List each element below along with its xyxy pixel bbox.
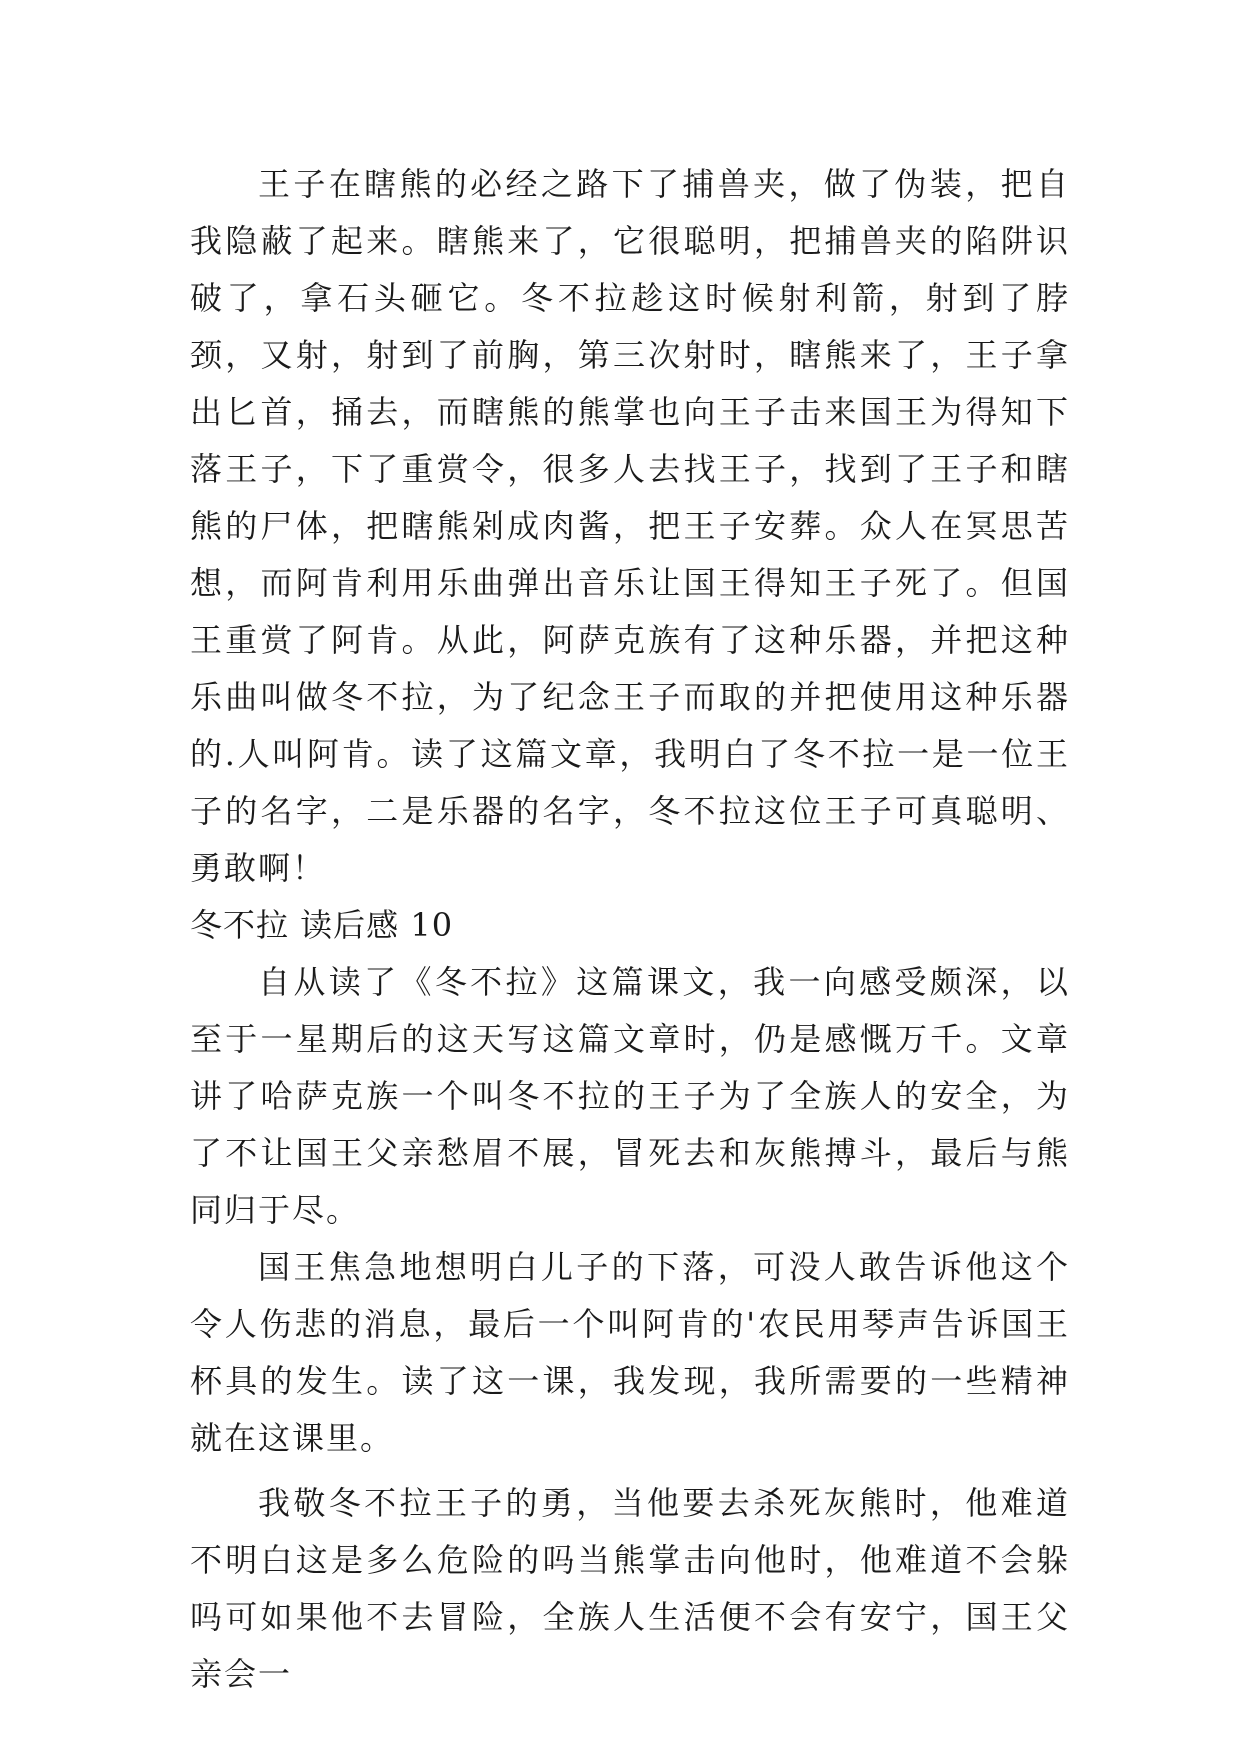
paragraph-story-ending: 王子在瞎熊的必经之路下了捕兽夹，做了伪装，把自我隐蔽了起来。瞎熊来了，它很聪明，把捕兽夹的陷阱识破了，拿石头砸它。冬不拉趁这时候射利箭，射到了脖颈，又射，射到了前胸，第三次射时，瞎熊来了，王子拿出匕首，捅去，而瞎熊的熊掌也向王子击来国王为得知下落王子，下了重赏令，很多人去找王子，找到了王子和瞎熊的尸体，把瞎熊剁成肉酱，把王子安葬。众人在冥思苦想，而阿肯利用乐曲弹出音乐让国王得知王子死了。但国王重赏了阿肯。从此，阿萨克族有了这种乐器，并把这种乐曲叫做冬不拉，为了纪念王子而取的并把使用这种乐器的.人叫阿肯。读了这篇文章，我明白了冬不拉一是一位王子的名字，二是乐器的名字，冬不拉这位王子可真聪明、勇敢啊！ xyxy=(190,165,1070,887)
paragraph-intro: 自从读了《冬不拉》这篇课文，我一向感受颇深，以至于一星期后的这天写这篇文章时，仍是感慨万千。文章讲了哈萨克族一个叫冬不拉的王子为了全族人的安全，为了不让国王父亲愁眉不展，冒死去和灰熊搏斗，最后与熊同归于尽。 xyxy=(190,963,1070,1229)
paragraph-courage: 我敬冬不拉王子的勇，当他要去杀死灰熊时，他难道不明白这是多么危险的吗当熊掌击向他时，他难道不会躲吗可如果他不去冒险，全族人生活便不会有安宁，国王父亲会一 xyxy=(190,1484,1070,1693)
paragraph-king: 国王焦急地想明白儿子的下落，可没人敢告诉他这个令人伤悲的消息，最后一个叫阿肯的'农民用琴声告诉国王杯具的发生。读了这一课，我发现，我所需要的一些精神就在这课里。 xyxy=(190,1248,1070,1457)
document-body xyxy=(190,156,1070,1703)
section-heading: 冬不拉 读后感 10 xyxy=(190,906,454,944)
